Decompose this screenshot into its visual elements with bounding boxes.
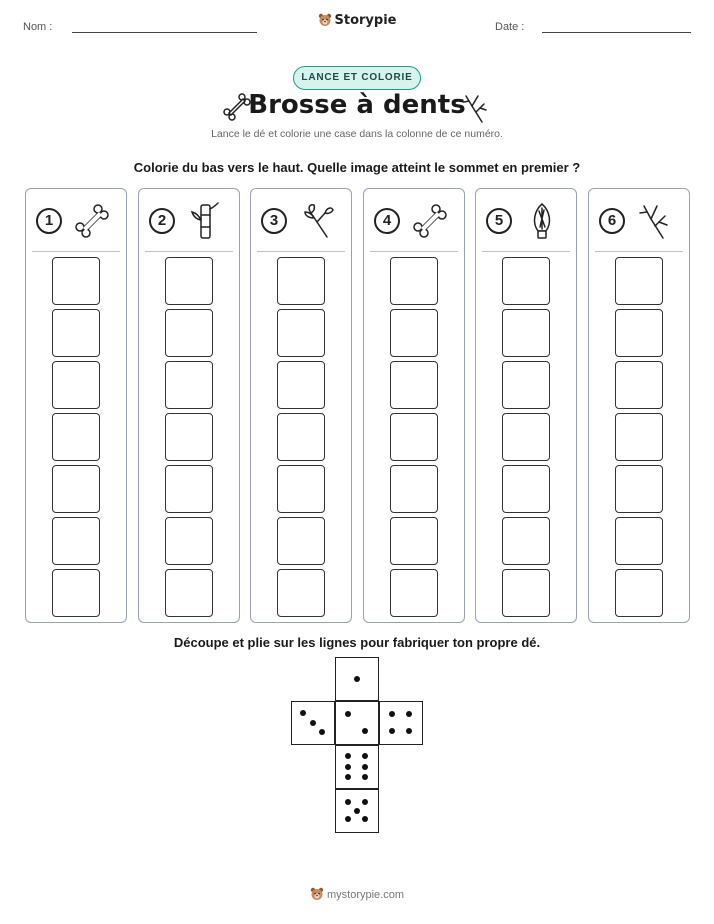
color-cell[interactable]: [52, 517, 100, 565]
color-cell[interactable]: [277, 361, 325, 409]
branch-icon: [460, 92, 490, 129]
die-pip: [362, 728, 368, 734]
bone-icon: [72, 201, 112, 241]
die-face-3: [291, 701, 335, 745]
brand-name: Storypie: [334, 13, 397, 28]
branch-icon: [635, 201, 675, 241]
color-cell[interactable]: [52, 361, 100, 409]
die-pip: [345, 774, 351, 780]
die-pip: [362, 764, 368, 770]
column-number: 6: [599, 208, 625, 234]
color-cell[interactable]: [165, 569, 213, 617]
footer: [0, 887, 714, 904]
bear-logo-icon: [318, 13, 332, 31]
color-cell[interactable]: [52, 309, 100, 357]
color-cell[interactable]: [165, 361, 213, 409]
column-5: [475, 188, 577, 623]
date-line[interactable]: [542, 32, 691, 33]
color-cell[interactable]: [52, 257, 100, 305]
color-cell[interactable]: [390, 361, 438, 409]
die-pip: [345, 753, 351, 759]
divider: [595, 251, 683, 252]
color-cell[interactable]: [277, 309, 325, 357]
die-pip: [406, 728, 412, 734]
color-cell[interactable]: [502, 257, 550, 305]
die-pip: [345, 816, 351, 822]
color-cell[interactable]: [165, 309, 213, 357]
color-cell[interactable]: [277, 413, 325, 461]
instruction-text: Colorie du bas vers le haut. Quelle image atteint le sommet en premier ?: [133, 160, 581, 175]
bamboo-icon: [185, 201, 225, 241]
die-pip: [345, 799, 351, 805]
die-pip: [389, 711, 395, 717]
die-face-4: [379, 701, 423, 745]
color-cell[interactable]: [502, 309, 550, 357]
die-pip: [354, 676, 360, 682]
column-1: [25, 188, 127, 623]
die-pip: [310, 720, 316, 726]
column-3: [250, 188, 352, 623]
color-cell[interactable]: [615, 465, 663, 513]
column-number: 4: [374, 208, 400, 234]
color-cell[interactable]: [615, 257, 663, 305]
color-cell[interactable]: [52, 465, 100, 513]
die-face-6: [335, 745, 379, 789]
divider: [145, 251, 233, 252]
divider: [32, 251, 120, 252]
color-cell[interactable]: [390, 413, 438, 461]
color-cell[interactable]: [502, 465, 550, 513]
color-cell[interactable]: [615, 361, 663, 409]
die-instruction: Découpe et plie sur les lignes pour fabriquer ton propre dé.: [173, 635, 541, 650]
color-cell[interactable]: [390, 257, 438, 305]
color-cell[interactable]: [165, 257, 213, 305]
die-pip: [300, 710, 306, 716]
die-face-2: [335, 701, 379, 745]
color-cell[interactable]: [277, 517, 325, 565]
color-cell[interactable]: [165, 517, 213, 565]
color-cell[interactable]: [502, 517, 550, 565]
brand-logo: [0, 13, 714, 31]
color-cell[interactable]: [502, 569, 550, 617]
color-cell[interactable]: [502, 413, 550, 461]
die-pip: [319, 729, 325, 735]
name-label: Nom :: [23, 21, 53, 33]
color-cell[interactable]: [615, 517, 663, 565]
color-cell[interactable]: [277, 569, 325, 617]
die-face-5: [335, 789, 379, 833]
subtitle: Lance le dé et colorie une case dans la colonne de ce numéro.: [211, 128, 503, 140]
die-pip: [345, 764, 351, 770]
bone-icon: [410, 201, 450, 241]
die-pip: [406, 711, 412, 717]
color-cell[interactable]: [615, 309, 663, 357]
die-pip: [354, 808, 360, 814]
color-cell[interactable]: [277, 257, 325, 305]
activity-badge: LANCE ET COLORIE: [293, 66, 421, 90]
color-cell[interactable]: [615, 569, 663, 617]
column-number: 3: [261, 208, 287, 234]
die-pip: [345, 711, 351, 717]
color-cell[interactable]: [390, 465, 438, 513]
column-4: [363, 188, 465, 623]
die-pip: [362, 816, 368, 822]
color-cell[interactable]: [390, 569, 438, 617]
column-number: 5: [486, 208, 512, 234]
column-number: 2: [149, 208, 175, 234]
column-number: 1: [36, 208, 62, 234]
bear-logo-icon: [310, 887, 324, 904]
page-title: Brosse à dents: [248, 90, 466, 120]
die-pip: [362, 799, 368, 805]
color-cell[interactable]: [165, 465, 213, 513]
color-cell[interactable]: [52, 569, 100, 617]
column-6: [588, 188, 690, 623]
color-cell[interactable]: [502, 361, 550, 409]
die-face-1: [335, 657, 379, 701]
brush-head-icon: [522, 201, 562, 241]
date-label: Date :: [495, 21, 525, 33]
color-cell[interactable]: [52, 413, 100, 461]
divider: [370, 251, 458, 252]
color-cell[interactable]: [390, 517, 438, 565]
column-2: [138, 188, 240, 623]
die-pip: [362, 753, 368, 759]
color-cell[interactable]: [390, 309, 438, 357]
footer-url: mystorypie.com: [326, 889, 405, 901]
color-cell[interactable]: [277, 465, 325, 513]
color-cell[interactable]: [615, 413, 663, 461]
die-pip: [389, 728, 395, 734]
divider: [257, 251, 345, 252]
divider: [482, 251, 570, 252]
name-line[interactable]: [72, 32, 257, 33]
color-cell[interactable]: [165, 413, 213, 461]
twig-leaves-icon: [297, 201, 337, 241]
die-pip: [362, 774, 368, 780]
